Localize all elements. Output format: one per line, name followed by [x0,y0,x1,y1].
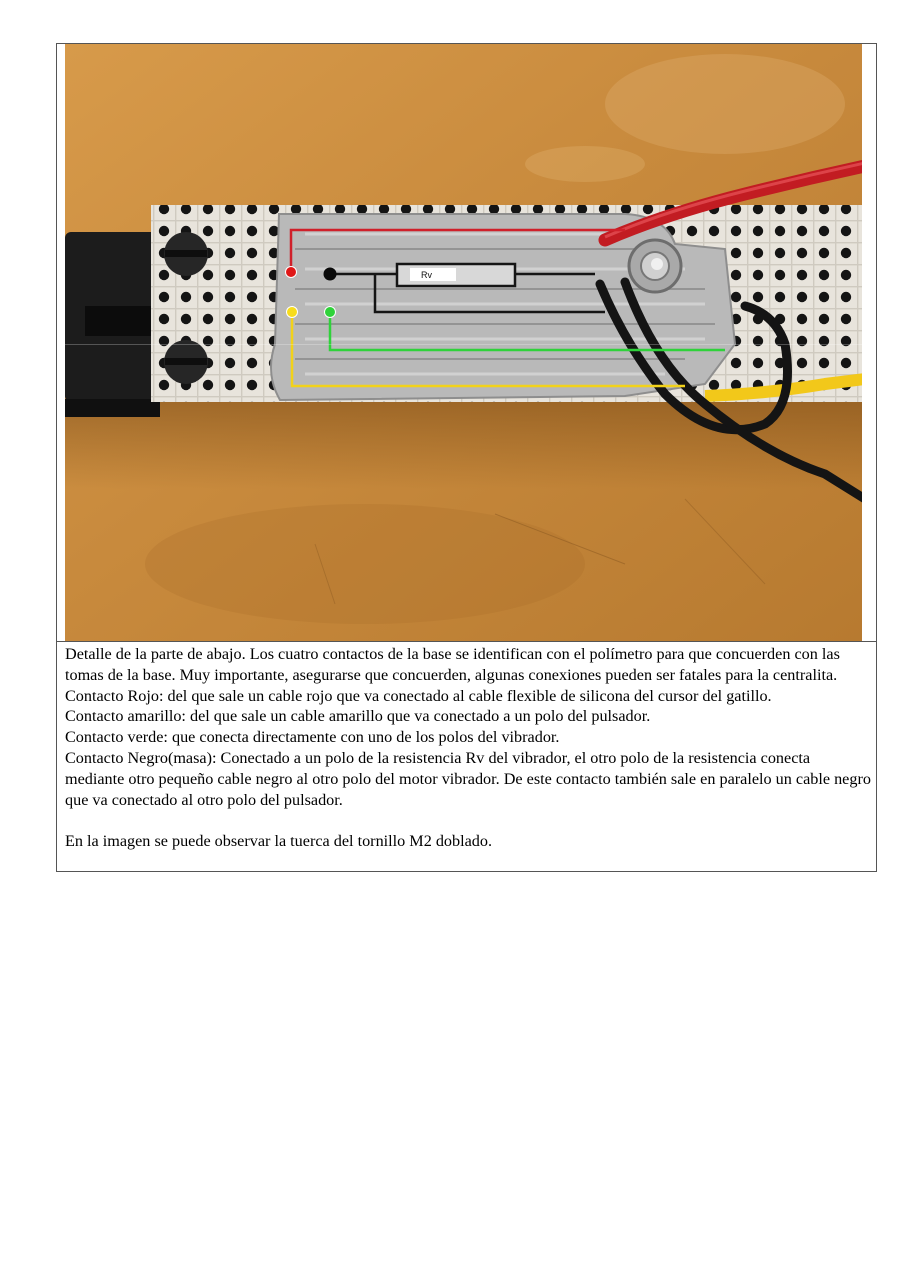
caption-nut-note: En la imagen se puede observar la tuerca del tornillo M2 doblado. [65,832,493,851]
green-contact-dot [325,307,336,318]
caption-green-contact: Contacto verde: que conecta directamente con uno de los polos del vibrador. [65,728,560,747]
m2-nut [629,240,681,292]
resistor-rv [397,264,515,286]
yellow-contact-dot [287,307,298,318]
circuit-board-photo [65,44,862,642]
circuit-board-illustration [65,44,862,642]
cell-divider [57,641,876,642]
caption-intro: Detalle de la parte de abajo. Los cuatro contactos de la base se identifican con el polímetro para que concuerden con las tomas de la base. Muy importante, asegurarse que concuerden, algunas conexiones pueden ser fatales para la centralita. [65,645,840,684]
caption-black-contact: Contacto Negro(masa): Conectado a un polo de la resistencia Rv del vibrador, el otro polo de la resistencia conecta mediante otro pequeño cable negro al otro polo del motor vibrador. De este contacto también sale en paralelo un cable negro que va conectado al otro polo del pulsador. [65,748,871,809]
screw-bottom [164,340,208,384]
caption-gap [65,810,871,831]
screw-top [164,232,208,276]
red-contact-dot [286,267,297,278]
caption-yellow-contact: Contacto amarillo: del que sale un cable amarillo que va conectado a un polo del pulsador. [65,707,651,726]
caption-text [65,644,871,852]
black-contact-dot [324,268,337,281]
caption-red-contact: Contacto Rojo: del que sale un cable rojo que va conectado al cable flexible de silicona del cursor del gatillo. [65,686,772,705]
resistor-label: Rv [421,270,432,280]
figure-table-cell [56,43,877,872]
